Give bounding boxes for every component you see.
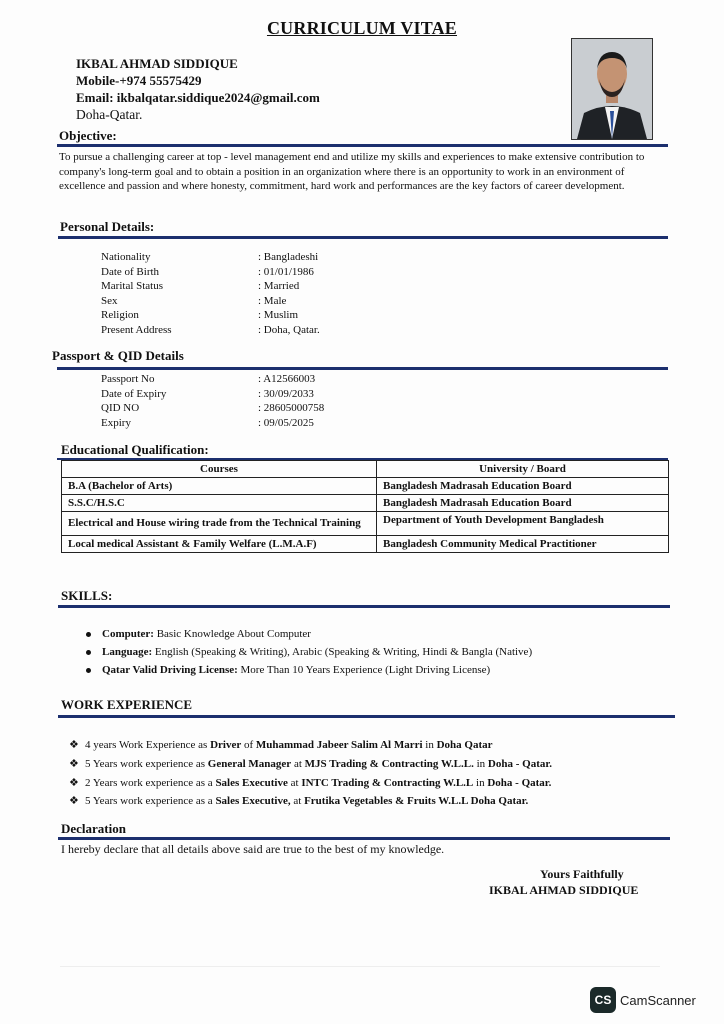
bullet-icon	[86, 632, 91, 637]
passport-row: QID NO : 28605000758	[101, 402, 325, 415]
personal-row: Date of Birth : 01/01/1986	[101, 265, 314, 278]
passport-heading: Passport & QID Details	[52, 348, 184, 363]
declaration-text: I hereby declare that all details above said are true to the best of my knowledge.	[61, 842, 445, 856]
personal-row: Nationality : Bangladeshi	[101, 251, 319, 263]
education-heading: Educational Qualification:	[61, 442, 209, 457]
camscanner-text: CamScanner	[620, 992, 696, 1008]
personal-row: Marital Status : Married	[101, 280, 300, 293]
passport-row: Passport No : A12566003	[101, 373, 316, 385]
table-row: Electrical and House wiring trade from the Technical Training Department of Youth Development Bangladesh	[62, 512, 669, 536]
personal-details-rule	[58, 236, 668, 239]
list-item: ❖ 5 Years work experience as General Manager at MJS Trading & Contracting W.L.L. in Doha - Qatar.	[69, 755, 552, 774]
camscanner-logo-icon: CS	[590, 987, 616, 1013]
bullet-icon	[86, 668, 91, 673]
work-experience-heading: WORK EXPERIENCE	[61, 697, 193, 712]
education-table	[61, 460, 669, 553]
closing-text: Yours Faithfully	[540, 867, 624, 881]
diamond-bullet-icon: ❖	[69, 795, 79, 808]
candidate-name: IKBAL AHMAD SIDDIQUE	[76, 56, 238, 71]
contact-block	[76, 55, 320, 123]
list-item: Language: English (Speaking & Writing), Arabic (Speaking & Writing, Hindi & Bangla (Native)	[86, 643, 532, 661]
diamond-bullet-icon: ❖	[69, 757, 79, 770]
list-item: ❖ 4 years Work Experience as Driver of Muhammad Jabeer Salim Al Marri in Doha Qatar	[69, 736, 552, 755]
passport-details-list	[101, 372, 324, 430]
diamond-bullet-icon: ❖	[69, 776, 79, 789]
table-row: Local medical Assistant & Family Welfare (L.M.A.F) Bangladesh Community Medical Practitioner	[62, 536, 669, 553]
profile-photo	[571, 38, 653, 140]
table-row: B.A (Bachelor of Arts) Bangladesh Madrasah Education Board	[62, 478, 669, 495]
column-header-courses: Courses	[62, 461, 377, 478]
email-address: Email: ikbalqatar.siddique2024@gmail.com	[76, 90, 320, 105]
personal-row: Sex : Male	[101, 294, 287, 307]
bullet-icon	[86, 650, 91, 655]
declaration-rule	[58, 837, 670, 840]
skills-rule	[58, 605, 670, 608]
objective-text: To pursue a challenging career at top - level management end and utilize my skills and experiences to make extensive contribution to company's long-term goal and to obtain a position in an organization where there is an opportunity to work in an environment of excellence and passion and where honesty, commitment, hard work and performances are the key factors of career development.	[59, 151, 645, 192]
list-item: Computer: Basic Knowledge About Computer	[86, 625, 532, 643]
skills-list	[86, 625, 532, 679]
passport-row: Expiry : 09/05/2025	[101, 416, 314, 429]
table-row: S.S.C/H.S.C Bangladesh Madrasah Education Board	[62, 495, 669, 512]
passport-rule	[57, 367, 668, 370]
table-header-row	[62, 461, 669, 478]
personal-details-heading: Personal Details:	[60, 219, 155, 234]
signature-name: IKBAL AHMAD SIDDIQUE	[489, 883, 639, 897]
work-experience-rule	[58, 715, 675, 718]
mobile-number: Mobile-+974 55575429	[76, 73, 202, 88]
skills-heading: SKILLS:	[61, 588, 113, 603]
list-item: ❖ 2 Years work experience as a Sales Executive at INTC Trading & Contracting W.L.L in Doha - Qatar.	[69, 774, 552, 793]
list-item: ❖ 5 Years work experience as a Sales Executive, at Frutika Vegetables & Fruits W.L.L Doha Qatar.	[69, 792, 552, 811]
declaration-heading: Declaration	[61, 821, 126, 836]
divider	[60, 966, 660, 967]
personal-details-list	[101, 250, 320, 338]
diamond-bullet-icon: ❖	[69, 739, 79, 751]
page-title: CURRICULUM VITAE	[266, 18, 458, 38]
passport-row: Date of Expiry : 30/09/2033	[101, 387, 314, 400]
column-header-board: University / Board	[377, 461, 669, 478]
objective-heading: Objective:	[59, 128, 117, 143]
personal-row: Religion : Muslim	[101, 309, 299, 322]
objective-rule	[57, 144, 668, 147]
work-experience-list	[69, 736, 552, 811]
location: Doha-Qatar.	[76, 107, 143, 122]
list-item: Qatar Valid Driving License: More Than 10 Years Experience (Light Driving License)	[86, 661, 532, 679]
camscanner-watermark	[590, 987, 696, 1013]
personal-row: Present Address : Doha, Qatar.	[101, 323, 320, 336]
